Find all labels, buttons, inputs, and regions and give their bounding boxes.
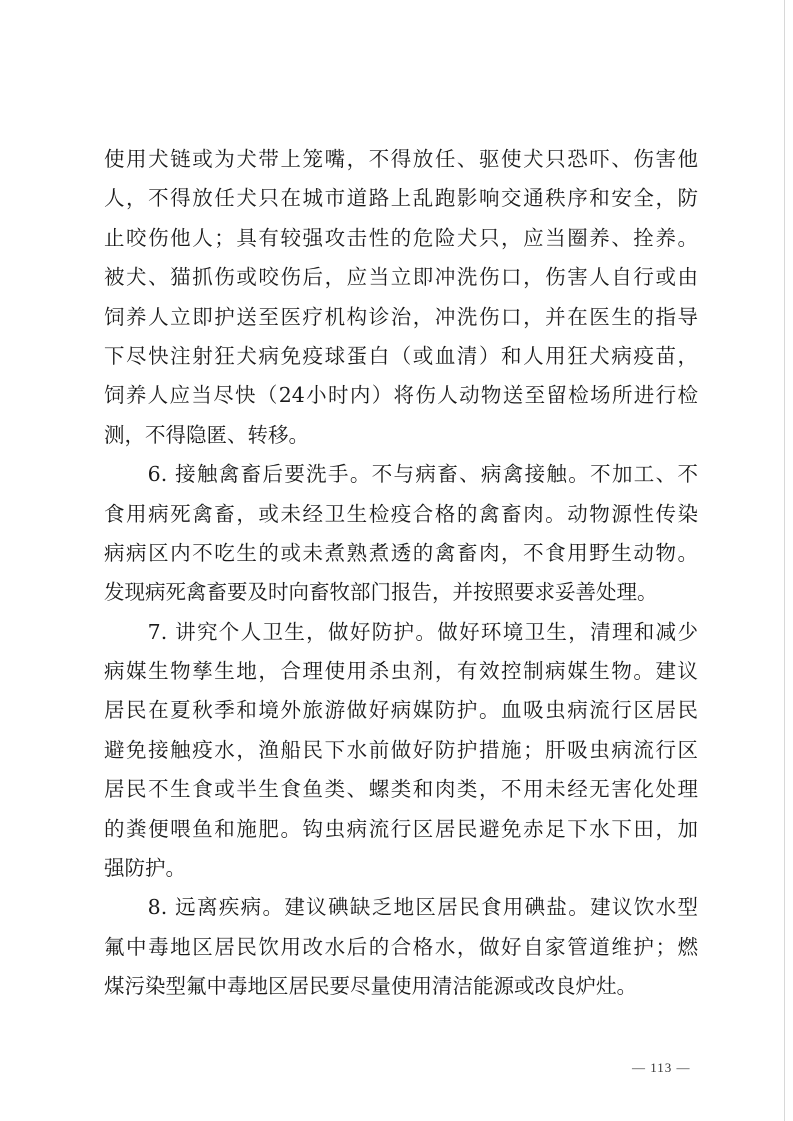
text-line: 饲养人立即护送至医疗机构诊治，冲洗伤口，并在医生的指导: [104, 304, 698, 329]
paragraph: [104, 140, 698, 455]
text-line: 6. 接触禽畜后要洗手。不与病畜、病禽接触。不加工、不: [104, 462, 698, 487]
text-line: 7. 讲究个人卫生，做好防护。做好环境卫生，清理和减少: [104, 619, 698, 644]
text-line: 测，不得隐匿、转移。: [104, 422, 309, 447]
text-line: 使用犬链或为犬带上笼嘴，不得放任、驱使犬只恐吓、伤害他: [104, 147, 698, 171]
text-line: 的粪便喂鱼和施肥。钩虫病流行区居民避免赤足下水下田，加: [104, 816, 698, 841]
text-line: 病病区内不吃生的或未煮熟煮透的禽畜肉，不食用野生动物。: [104, 540, 698, 565]
text-line: 下尽快注射狂犬病免疫球蛋白（或血清）和人用狂犬病疫苗，: [104, 343, 698, 368]
text-line: 居民在夏秋季和境外旅游做好病媒防护。血吸虫病流行区居民: [104, 698, 698, 723]
text-line: 被犬、猫抓伤或咬伤后，应当立即冲洗伤口，伤害人自行或由: [104, 265, 698, 290]
text-line: 病媒生物孳生地，合理使用杀虫剂，有效控制病媒生物。建议: [104, 659, 698, 684]
text-line: 食用病死禽畜，或未经卫生检疫合格的禽畜肉。动物源性传染: [104, 501, 698, 526]
scan-edge-line: [784, 0, 785, 1121]
text-line: 氟中毒地区居民饮用改水后的合格水，做好自家管道维护；燃: [104, 934, 698, 959]
text-line: 止咬伤他人；具有较强攻击性的危险犬只，应当圈养、拴养。: [104, 225, 698, 250]
text-line: 煤污染型氟中毒地区居民要尽量使用清洁能源或改良炉灶。: [104, 974, 637, 999]
page-number: — 113 —: [632, 1060, 691, 1075]
paragraph: [104, 613, 698, 889]
paragraph: [104, 888, 698, 1006]
body-text: [104, 140, 698, 1007]
text-line: 发现病死禽畜要及时向畜牧部门报告，并按照要求妥善处理。: [104, 580, 658, 605]
text-line: 居民不生食或半生食鱼类、螺类和肉类，不用未经无害化处理: [104, 777, 698, 802]
text-line: 8. 远离疾病。建议碘缺乏地区居民食用碘盐。建议饮水型: [104, 895, 698, 920]
text-line: 饲养人应当尽快（24小时内）将伤人动物送至留检场所进行检: [104, 383, 698, 408]
text-line: 避免接触疫水，渔船民下水前做好防护措施；肝吸虫病流行区: [104, 737, 698, 762]
text-line: 人，不得放任犬只在城市道路上乱跑影响交通秩序和安全，防: [104, 186, 698, 211]
text-line: 强防护。: [104, 856, 186, 881]
paragraph: [104, 455, 698, 613]
